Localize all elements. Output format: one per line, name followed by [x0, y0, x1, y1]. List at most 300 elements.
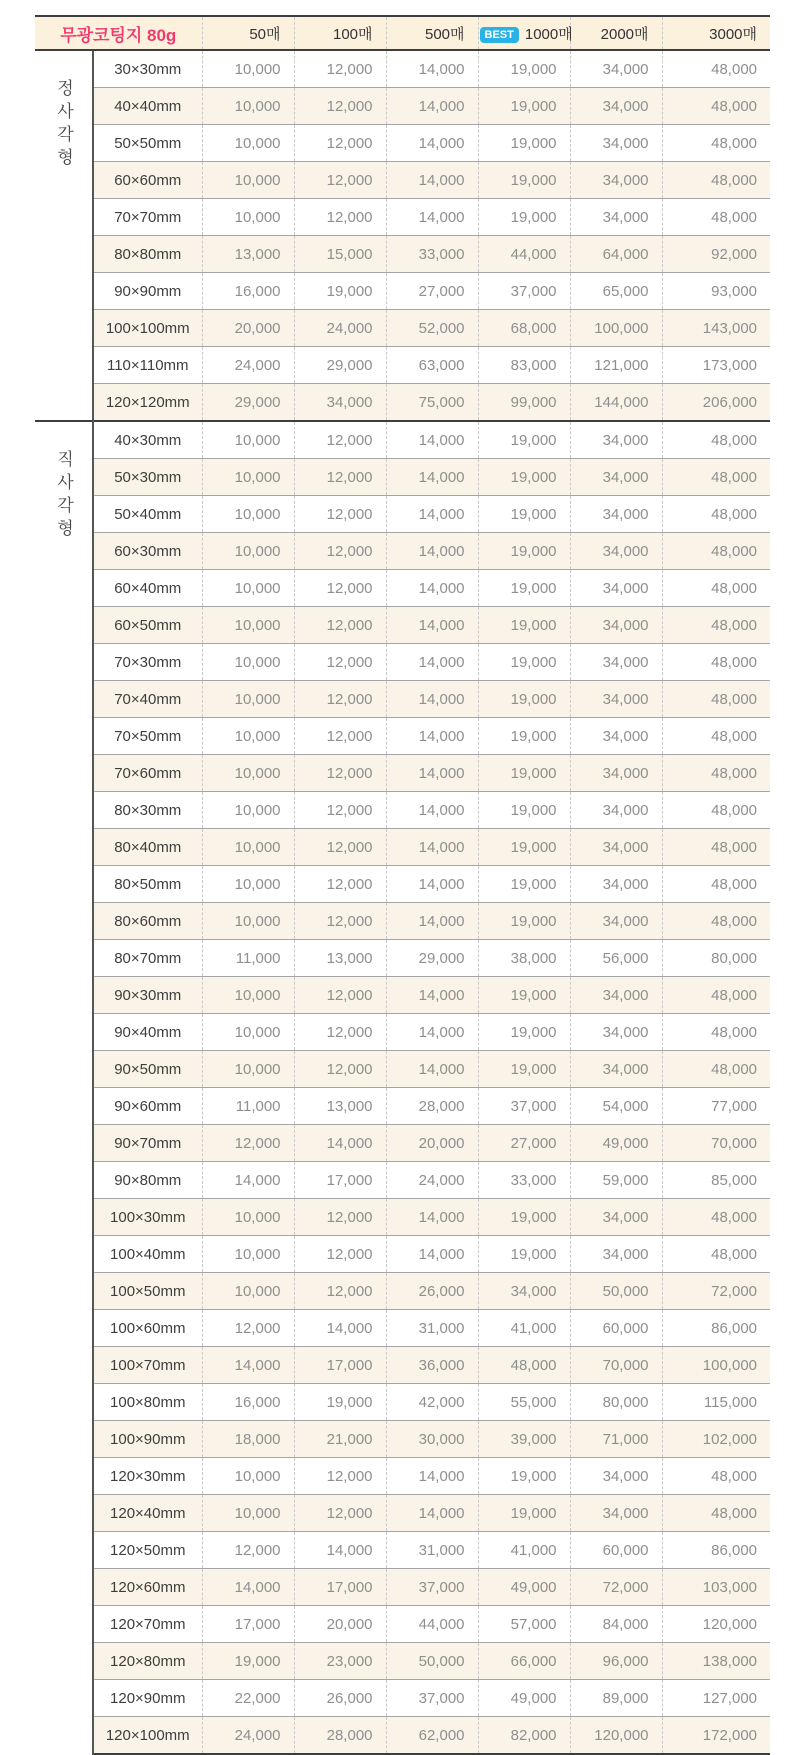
size-cell: 60×30mm [93, 533, 202, 570]
price-cell: 102,000 [662, 1421, 770, 1458]
table-row [35, 1051, 770, 1088]
price-cell: 14,000 [386, 866, 478, 903]
price-cell: 48,000 [662, 903, 770, 940]
price-cell: 49,000 [478, 1569, 570, 1606]
price-cell: 48,000 [662, 88, 770, 125]
size-cell: 100×80mm [93, 1384, 202, 1421]
price-cell: 14,000 [386, 607, 478, 644]
price-cell: 10,000 [202, 199, 294, 236]
size-cell: 80×70mm [93, 940, 202, 977]
table-row [35, 384, 770, 422]
table-row [35, 1532, 770, 1569]
price-cell: 34,000 [570, 977, 662, 1014]
table-row [35, 1458, 770, 1495]
qty-header-label: 3000매 [709, 25, 758, 43]
price-cell: 86,000 [662, 1532, 770, 1569]
size-cell: 110×110mm [93, 347, 202, 384]
price-cell: 70,000 [662, 1125, 770, 1162]
price-cell: 34,000 [570, 607, 662, 644]
price-cell: 19,000 [478, 1495, 570, 1532]
price-cell: 34,000 [570, 459, 662, 496]
best-badge: BEST [480, 27, 519, 43]
price-cell: 48,000 [662, 1014, 770, 1051]
price-cell: 44,000 [386, 1606, 478, 1643]
price-cell: 10,000 [202, 977, 294, 1014]
price-cell: 24,000 [294, 310, 386, 347]
price-cell: 48,000 [662, 1199, 770, 1236]
price-cell: 10,000 [202, 792, 294, 829]
price-cell: 48,000 [662, 1051, 770, 1088]
size-cell: 90×60mm [93, 1088, 202, 1125]
price-cell: 19,000 [478, 681, 570, 718]
size-cell: 70×70mm [93, 199, 202, 236]
price-cell: 20,000 [386, 1125, 478, 1162]
price-cell: 16,000 [202, 273, 294, 310]
table-row [35, 1162, 770, 1199]
price-cell: 34,000 [570, 496, 662, 533]
size-cell: 80×60mm [93, 903, 202, 940]
price-cell: 27,000 [386, 273, 478, 310]
price-cell: 19,000 [478, 607, 570, 644]
price-cell: 10,000 [202, 88, 294, 125]
size-cell: 100×40mm [93, 1236, 202, 1273]
price-cell: 31,000 [386, 1532, 478, 1569]
price-cell: 14,000 [386, 1014, 478, 1051]
price-cell: 66,000 [478, 1643, 570, 1680]
size-cell: 120×100mm [93, 1717, 202, 1755]
price-cell: 10,000 [202, 1199, 294, 1236]
price-cell: 48,000 [662, 607, 770, 644]
price-cell: 59,000 [570, 1162, 662, 1199]
table-row [35, 644, 770, 681]
price-cell: 12,000 [294, 1236, 386, 1273]
row-group-label: 정사각형 [35, 50, 93, 421]
size-cell: 60×40mm [93, 570, 202, 607]
size-cell: 50×40mm [93, 496, 202, 533]
price-cell: 28,000 [386, 1088, 478, 1125]
size-cell: 120×80mm [93, 1643, 202, 1680]
table-row [35, 533, 770, 570]
price-cell: 10,000 [202, 1051, 294, 1088]
price-cell: 24,000 [202, 347, 294, 384]
size-cell: 30×30mm [93, 50, 202, 88]
table-row [35, 273, 770, 310]
price-cell: 23,000 [294, 1643, 386, 1680]
price-cell: 19,000 [478, 88, 570, 125]
price-cell: 19,000 [478, 496, 570, 533]
price-cell: 80,000 [662, 940, 770, 977]
price-cell: 12,000 [294, 829, 386, 866]
price-cell: 48,000 [662, 125, 770, 162]
size-cell: 50×50mm [93, 125, 202, 162]
table-row [35, 755, 770, 792]
price-cell: 14,000 [386, 533, 478, 570]
price-cell: 19,000 [478, 755, 570, 792]
qty-header-label: 100매 [332, 25, 373, 43]
price-cell: 14,000 [386, 88, 478, 125]
price-cell: 30,000 [386, 1421, 478, 1458]
price-cell: 34,000 [570, 1199, 662, 1236]
price-cell: 34,000 [570, 792, 662, 829]
size-cell: 90×30mm [93, 977, 202, 1014]
table-row [35, 88, 770, 125]
size-cell: 120×60mm [93, 1569, 202, 1606]
size-cell: 40×40mm [93, 88, 202, 125]
price-cell: 14,000 [386, 644, 478, 681]
price-cell: 48,000 [662, 829, 770, 866]
qty-header-label: 50매 [249, 25, 281, 43]
size-cell: 70×30mm [93, 644, 202, 681]
price-cell: 42,000 [386, 1384, 478, 1421]
price-cell: 48,000 [662, 681, 770, 718]
price-cell: 14,000 [386, 977, 478, 1014]
price-cell: 13,000 [294, 940, 386, 977]
price-cell: 19,000 [478, 829, 570, 866]
price-cell: 22,000 [202, 1680, 294, 1717]
price-cell: 34,000 [570, 681, 662, 718]
price-cell: 44,000 [478, 236, 570, 273]
table-row [35, 977, 770, 1014]
price-cell: 34,000 [570, 903, 662, 940]
price-cell: 60,000 [570, 1310, 662, 1347]
price-cell: 10,000 [202, 125, 294, 162]
price-cell: 17,000 [294, 1347, 386, 1384]
price-cell: 20,000 [202, 310, 294, 347]
price-cell: 48,000 [662, 866, 770, 903]
price-cell: 14,000 [386, 1495, 478, 1532]
price-cell: 37,000 [478, 273, 570, 310]
table-row [35, 459, 770, 496]
table-row [35, 1347, 770, 1384]
price-cell: 14,000 [386, 718, 478, 755]
size-cell: 120×50mm [93, 1532, 202, 1569]
price-cell: 26,000 [294, 1680, 386, 1717]
price-cell: 173,000 [662, 347, 770, 384]
price-cell: 10,000 [202, 421, 294, 459]
price-cell: 64,000 [570, 236, 662, 273]
price-cell: 19,000 [478, 644, 570, 681]
size-cell: 90×90mm [93, 273, 202, 310]
price-cell: 34,000 [294, 384, 386, 422]
table-row [35, 1717, 770, 1755]
table-row [35, 866, 770, 903]
table-row [35, 1384, 770, 1421]
price-cell: 48,000 [662, 792, 770, 829]
size-cell: 90×50mm [93, 1051, 202, 1088]
table-row [35, 347, 770, 384]
price-cell: 14,000 [294, 1532, 386, 1569]
qty-header-label: 2000매 [600, 25, 649, 43]
price-cell: 10,000 [202, 866, 294, 903]
price-cell: 12,000 [294, 533, 386, 570]
table-row [35, 1643, 770, 1680]
price-cell: 10,000 [202, 829, 294, 866]
price-cell: 20,000 [294, 1606, 386, 1643]
qty-header-3000 [662, 16, 770, 50]
price-cell: 13,000 [294, 1088, 386, 1125]
price-cell: 34,000 [570, 755, 662, 792]
price-cell: 48,000 [662, 1458, 770, 1495]
qty-header-1000 [478, 16, 573, 50]
price-cell: 14,000 [386, 829, 478, 866]
price-cell: 48,000 [662, 718, 770, 755]
price-cell: 29,000 [202, 384, 294, 422]
price-cell: 19,000 [478, 162, 570, 199]
price-cell: 12,000 [294, 977, 386, 1014]
price-cell: 10,000 [202, 755, 294, 792]
price-cell: 10,000 [202, 496, 294, 533]
price-cell: 14,000 [386, 421, 478, 459]
price-cell: 39,000 [478, 1421, 570, 1458]
price-cell: 48,000 [662, 644, 770, 681]
header-row [35, 16, 770, 50]
table-row [35, 570, 770, 607]
price-cell: 14,000 [386, 459, 478, 496]
price-cell: 19,000 [478, 1014, 570, 1051]
table-row [35, 1014, 770, 1051]
price-cell: 29,000 [386, 940, 478, 977]
price-cell: 31,000 [386, 1310, 478, 1347]
qty-header-500 [386, 16, 478, 50]
table-row [35, 421, 770, 459]
price-cell: 48,000 [662, 533, 770, 570]
size-cell: 90×70mm [93, 1125, 202, 1162]
price-cell: 34,000 [570, 718, 662, 755]
price-cell: 27,000 [478, 1125, 570, 1162]
price-cell: 12,000 [294, 1458, 386, 1495]
price-cell: 19,000 [478, 1458, 570, 1495]
price-cell: 28,000 [294, 1717, 386, 1755]
price-cell: 10,000 [202, 1458, 294, 1495]
price-cell: 206,000 [662, 384, 770, 422]
size-cell: 100×70mm [93, 1347, 202, 1384]
table-row [35, 718, 770, 755]
price-cell: 17,000 [294, 1162, 386, 1199]
price-cell: 41,000 [478, 1310, 570, 1347]
price-cell: 71,000 [570, 1421, 662, 1458]
price-cell: 34,000 [570, 570, 662, 607]
price-cell: 11,000 [202, 1088, 294, 1125]
price-cell: 17,000 [202, 1606, 294, 1643]
size-cell: 90×80mm [93, 1162, 202, 1199]
table-row [35, 1125, 770, 1162]
table-row [35, 1199, 770, 1236]
table-row [35, 681, 770, 718]
price-cell: 63,000 [386, 347, 478, 384]
table-row [35, 1680, 770, 1717]
price-cell: 10,000 [202, 50, 294, 88]
price-cell: 10,000 [202, 570, 294, 607]
size-cell: 120×30mm [93, 1458, 202, 1495]
price-cell: 144,000 [570, 384, 662, 422]
table-row [35, 1310, 770, 1347]
price-cell: 75,000 [386, 384, 478, 422]
qty-header-2000 [570, 16, 662, 50]
price-cell: 34,000 [570, 1495, 662, 1532]
price-cell: 10,000 [202, 1014, 294, 1051]
price-cell: 14,000 [386, 1199, 478, 1236]
price-cell: 143,000 [662, 310, 770, 347]
price-cell: 12,000 [294, 459, 386, 496]
price-cell: 48,000 [662, 570, 770, 607]
price-cell: 34,000 [570, 50, 662, 88]
price-cell: 12,000 [202, 1310, 294, 1347]
qty-header-100 [294, 16, 386, 50]
price-cell: 34,000 [570, 644, 662, 681]
price-cell: 48,000 [662, 1236, 770, 1273]
price-cell: 12,000 [294, 1495, 386, 1532]
price-cell: 34,000 [570, 1458, 662, 1495]
price-cell: 103,000 [662, 1569, 770, 1606]
price-cell: 12,000 [294, 607, 386, 644]
price-cell: 52,000 [386, 310, 478, 347]
price-cell: 14,000 [386, 50, 478, 88]
price-cell: 80,000 [570, 1384, 662, 1421]
size-cell: 120×70mm [93, 1606, 202, 1643]
price-cell: 16,000 [202, 1384, 294, 1421]
size-cell: 40×30mm [93, 421, 202, 459]
table-row [35, 607, 770, 644]
table-row [35, 792, 770, 829]
table-row [35, 496, 770, 533]
price-cell: 12,000 [294, 570, 386, 607]
price-cell: 34,000 [570, 533, 662, 570]
price-cell: 21,000 [294, 1421, 386, 1458]
price-cell: 13,000 [202, 236, 294, 273]
price-cell: 14,000 [386, 125, 478, 162]
table-row [35, 1236, 770, 1273]
price-cell: 121,000 [570, 347, 662, 384]
size-cell: 80×50mm [93, 866, 202, 903]
price-cell: 14,000 [386, 681, 478, 718]
price-cell: 50,000 [386, 1643, 478, 1680]
table-row [35, 940, 770, 977]
price-cell: 12,000 [294, 681, 386, 718]
price-cell: 14,000 [386, 903, 478, 940]
price-cell: 19,000 [478, 459, 570, 496]
price-cell: 12,000 [294, 1051, 386, 1088]
qty-header-label: 500매 [424, 25, 465, 43]
price-cell: 50,000 [570, 1273, 662, 1310]
size-cell: 100×90mm [93, 1421, 202, 1458]
price-cell: 10,000 [202, 718, 294, 755]
price-cell: 48,000 [662, 459, 770, 496]
table-row [35, 1273, 770, 1310]
price-cell: 48,000 [478, 1347, 570, 1384]
price-cell: 48,000 [662, 162, 770, 199]
size-cell: 100×30mm [93, 1199, 202, 1236]
price-cell: 14,000 [386, 162, 478, 199]
price-cell: 12,000 [294, 903, 386, 940]
price-cell: 12,000 [294, 1199, 386, 1236]
price-cell: 48,000 [662, 977, 770, 1014]
price-cell: 14,000 [386, 570, 478, 607]
price-cell: 34,000 [570, 88, 662, 125]
price-cell: 19,000 [478, 1051, 570, 1088]
price-cell: 10,000 [202, 162, 294, 199]
size-cell: 100×60mm [93, 1310, 202, 1347]
price-cell: 12,000 [202, 1125, 294, 1162]
price-cell: 34,000 [570, 829, 662, 866]
price-cell: 14,000 [386, 1236, 478, 1273]
price-cell: 120,000 [570, 1717, 662, 1755]
size-cell: 80×40mm [93, 829, 202, 866]
price-cell: 10,000 [202, 533, 294, 570]
price-cell: 19,000 [478, 125, 570, 162]
price-cell: 14,000 [386, 1051, 478, 1088]
price-cell: 86,000 [662, 1310, 770, 1347]
price-cell: 19,000 [478, 199, 570, 236]
price-cell: 77,000 [662, 1088, 770, 1125]
price-cell: 93,000 [662, 273, 770, 310]
price-cell: 12,000 [294, 792, 386, 829]
table-row [35, 1606, 770, 1643]
price-cell: 96,000 [570, 1643, 662, 1680]
price-cell: 12,000 [294, 162, 386, 199]
table-row [35, 236, 770, 273]
price-cell: 115,000 [662, 1384, 770, 1421]
price-cell: 14,000 [386, 792, 478, 829]
size-cell: 70×50mm [93, 718, 202, 755]
price-cell: 34,000 [478, 1273, 570, 1310]
price-cell: 70,000 [570, 1347, 662, 1384]
price-cell: 62,000 [386, 1717, 478, 1755]
price-cell: 57,000 [478, 1606, 570, 1643]
price-cell: 10,000 [202, 1236, 294, 1273]
size-cell: 100×100mm [93, 310, 202, 347]
price-cell: 18,000 [202, 1421, 294, 1458]
price-cell: 100,000 [662, 1347, 770, 1384]
price-cell: 12,000 [294, 1273, 386, 1310]
price-cell: 49,000 [570, 1125, 662, 1162]
table-row [35, 125, 770, 162]
price-cell: 37,000 [478, 1088, 570, 1125]
price-cell: 19,000 [478, 570, 570, 607]
table-row [35, 162, 770, 199]
size-cell: 70×40mm [93, 681, 202, 718]
price-cell: 83,000 [478, 347, 570, 384]
price-cell: 34,000 [570, 199, 662, 236]
price-cell: 34,000 [570, 1051, 662, 1088]
price-cell: 48,000 [662, 496, 770, 533]
price-cell: 55,000 [478, 1384, 570, 1421]
price-cell: 48,000 [662, 199, 770, 236]
price-cell: 72,000 [570, 1569, 662, 1606]
price-cell: 12,000 [294, 718, 386, 755]
price-cell: 15,000 [294, 236, 386, 273]
price-cell: 34,000 [570, 866, 662, 903]
price-cell: 34,000 [570, 1236, 662, 1273]
price-cell: 34,000 [570, 1014, 662, 1051]
size-cell: 120×90mm [93, 1680, 202, 1717]
size-cell: 60×60mm [93, 162, 202, 199]
price-cell: 10,000 [202, 644, 294, 681]
table-row [35, 829, 770, 866]
table-row [35, 50, 770, 88]
price-cell: 14,000 [294, 1125, 386, 1162]
price-cell: 120,000 [662, 1606, 770, 1643]
size-cell: 90×40mm [93, 1014, 202, 1051]
price-cell: 49,000 [478, 1680, 570, 1717]
price-cell: 19,000 [478, 866, 570, 903]
price-cell: 14,000 [294, 1310, 386, 1347]
price-cell: 60,000 [570, 1532, 662, 1569]
paper-type-title: 무광코팅지 80g [35, 16, 202, 50]
price-cell: 48,000 [662, 421, 770, 459]
row-group-label: 직사각형 [35, 421, 93, 1754]
price-cell: 14,000 [202, 1162, 294, 1199]
price-cell: 12,000 [294, 88, 386, 125]
